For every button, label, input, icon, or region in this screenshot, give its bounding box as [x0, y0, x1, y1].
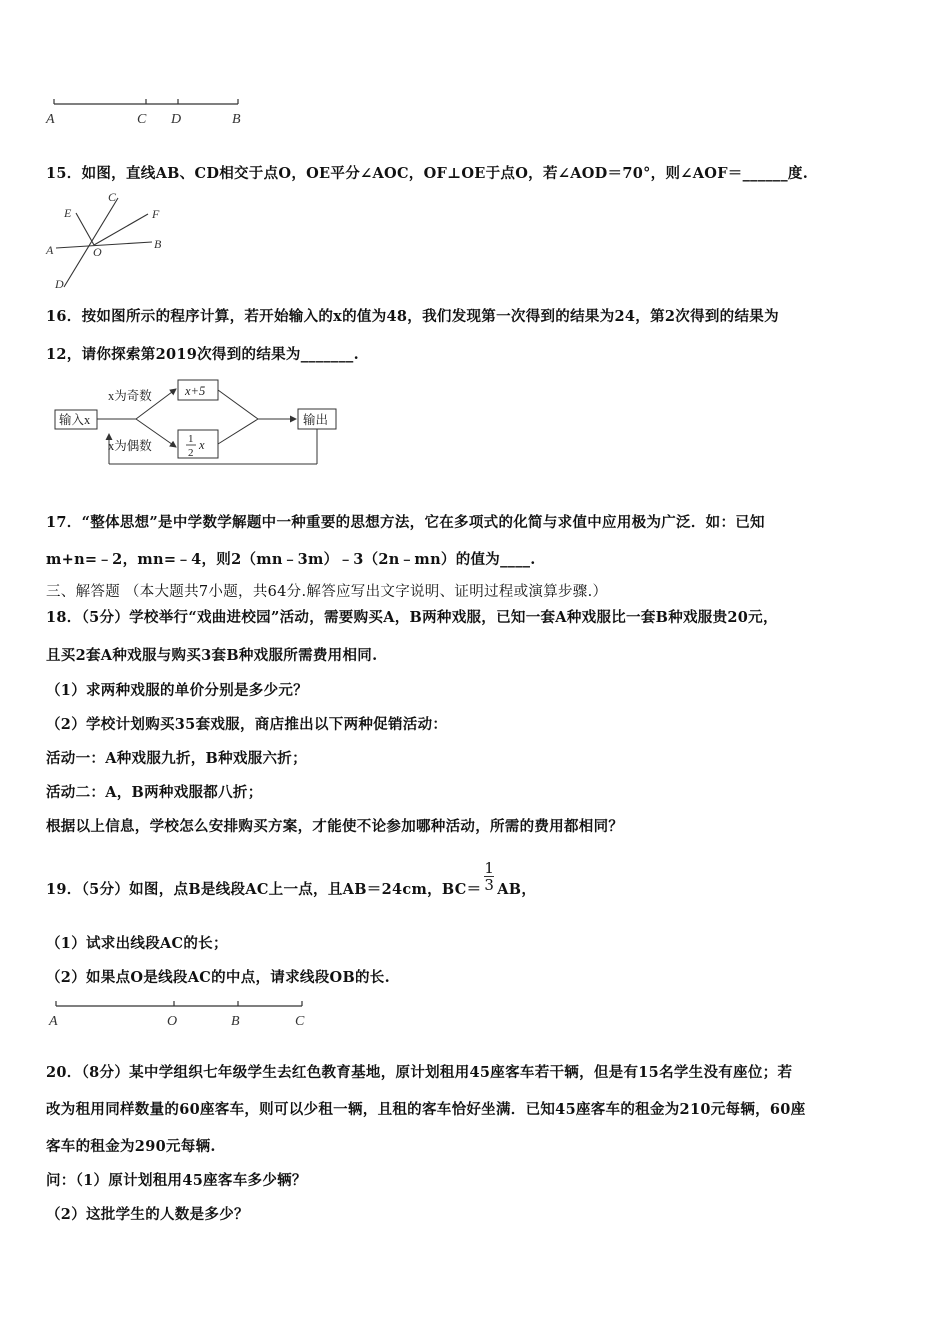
q15-label-e: E [64, 206, 72, 220]
q18-line3: （1）求两种戏服的单价分别是多少元？ [46, 682, 308, 699]
segment-figure-top [40, 92, 260, 132]
q15-label-b: B [154, 237, 162, 251]
q20-line5: （2）这批学生的人数是多少？ [46, 1206, 249, 1223]
flow-input: 输入x [59, 413, 91, 427]
q19-line1 [46, 848, 537, 898]
label-d: D [171, 112, 182, 127]
q18-line7: 根据以上信息，学校怎么安排购买方案，才能使不论参加哪种活动，所需的费用都相同？ [46, 818, 624, 835]
q19-line3: （2）如果点O是线段AC的中点，请求线段OB的长. [46, 969, 390, 986]
q19-label-b: B [231, 1014, 240, 1029]
label-c: C [137, 112, 147, 127]
flow-odd-label: x为奇数 [108, 389, 152, 403]
q16-line1: 16．按如图所示的程序计算，若开始输入的x的值为48，我们发现第一次得到的结果为24，第2次得到的结果为 [46, 308, 779, 325]
q17-line2: m+n=﹣2，mn=﹣4，则2（mn﹣3m）﹣3（2n﹣mn）的值为____. [46, 551, 536, 568]
q19-frac-num: 1 [484, 859, 495, 877]
q19-fraction [484, 860, 494, 893]
flow-even-label: x为偶数 [108, 439, 152, 453]
q19-label-c: C [295, 1014, 305, 1029]
q19-segment-figure [44, 996, 324, 1032]
q19-label-a: A [49, 1014, 58, 1029]
q18-line2: 且买2套A种戏服与购买3套B种戏服所需费用相同. [46, 647, 378, 664]
flow-frac-den: 2 [188, 447, 194, 459]
q15-label-d: D [55, 277, 64, 290]
q18-line1: 18．（5分）学校举行“戏曲进校园”活动，需要购买A，B两种戏服，已知一套A种戏服比一套B种戏服贵20元， [46, 609, 778, 626]
q19-line1-pre: 19．（5分）如图，点B是线段AC上一点，且AB＝24cm，BC＝ [46, 880, 482, 898]
q19-frac-den: 3 [484, 876, 495, 894]
q15-label-c: C [108, 190, 117, 204]
q15-angle-figure [44, 190, 174, 290]
q20-line2: 改为租用同样数量的60座客车，则可以少租一辆，且租的客车恰好坐满．已知45座客车的租金为210元每辆，60座 [46, 1101, 806, 1118]
q15-text: 15．如图，直线AB、CD相交于点O，OE平分∠AOC，OF⊥OE于点O，若∠AOD＝70°，则∠AOF＝______度. [46, 165, 809, 182]
flow-box-odd: x+5 [185, 384, 206, 398]
q20-line4: 问：（1）原计划租用45座客车多少辆？ [46, 1172, 307, 1189]
flow-frac-num: 1 [188, 433, 194, 445]
section-3-heading: 三、解答题 （本大题共7小题，共64分.解答应写出文字说明、证明过程或演算步骤.） [46, 584, 608, 600]
q19-label-o: O [167, 1014, 178, 1029]
q15-label-f: F [152, 207, 160, 221]
flow-output: 输出 [303, 413, 329, 427]
q18-line5: 活动一：A种戏服九折，B种戏服六折； [46, 750, 307, 767]
q20-line1: 20．（8分）某中学组织七年级学生去红色教育基地，原计划租用45座客车若干辆，但是有15名学生没有座位；若 [46, 1064, 793, 1081]
q16-flowchart [50, 372, 350, 472]
q19-line2: （1）试求出线段AC的长； [46, 935, 228, 952]
q20-line3: 客车的租金为290元每辆. [46, 1138, 216, 1155]
q15-label-o: O [93, 245, 102, 259]
q18-line6: 活动二：A，B两种戏服都八折； [46, 784, 263, 801]
q17-line1: 17．“整体思想”是中学数学解题中一种重要的思想方法，它在多项式的化简与求值中应用极为广泛．如：已知 [46, 514, 765, 531]
q15-label-a: A [46, 243, 54, 257]
label-b: B [232, 112, 241, 127]
label-a: A [46, 112, 55, 127]
q16-line2: 12，请你探索第2019次得到的结果为_______. [46, 346, 359, 363]
q19-line1-post: AB， [497, 880, 537, 898]
flow-frac-var: x [199, 438, 205, 452]
q18-line4: （2）学校计划购买35套戏服，商店推出以下两种促销活动： [46, 716, 448, 733]
